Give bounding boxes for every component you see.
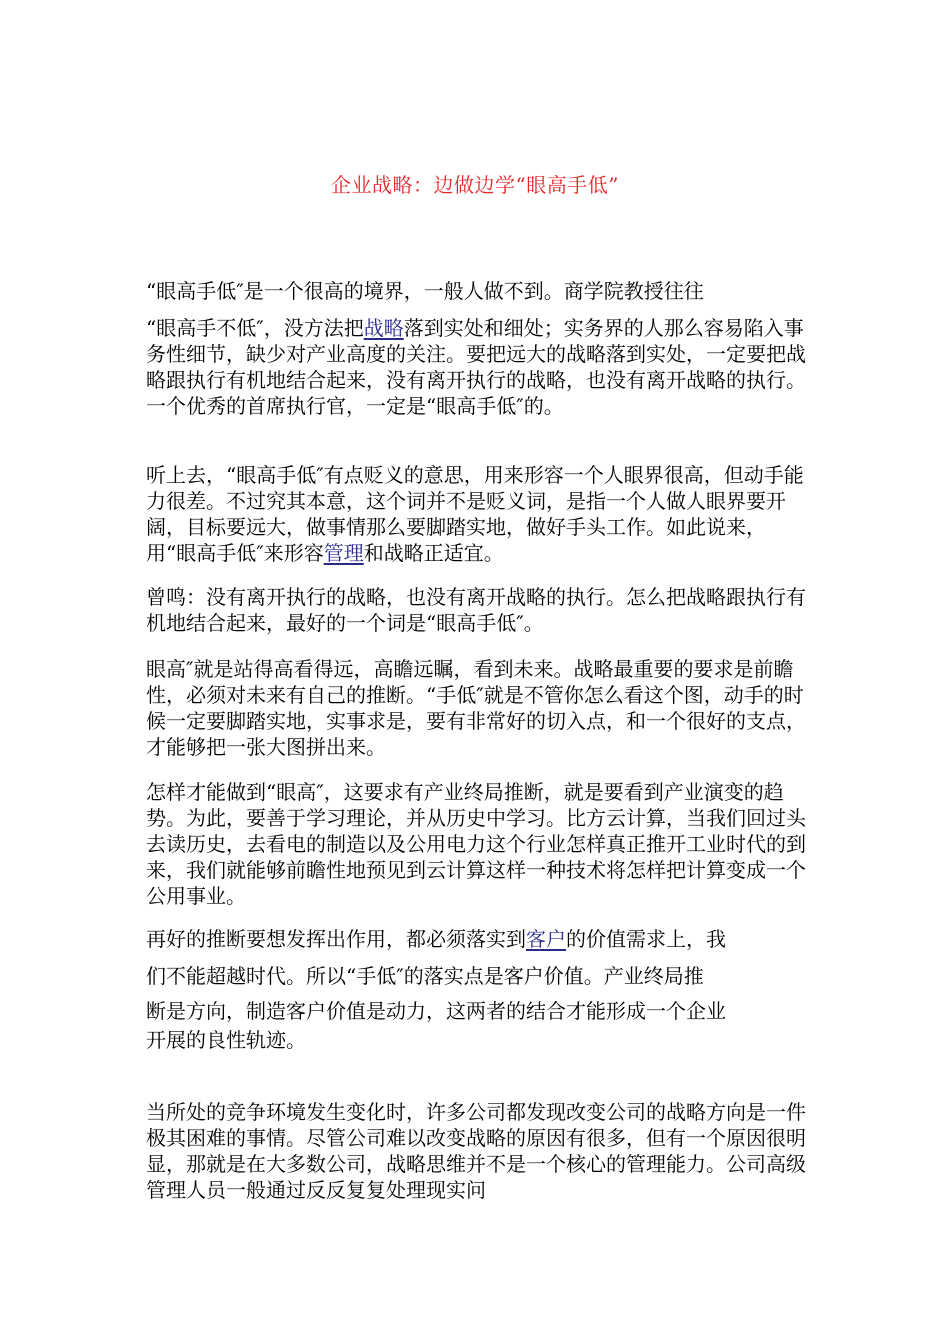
link-strategy[interactable]: 战略 bbox=[363, 316, 404, 340]
paragraph-7-after: 的价值需求上，我 bbox=[566, 927, 726, 951]
paragraph-8-text: 当所处的竞争环境发生变化时，许多公司都发现改变公司的战略方向是一件极其困难的事情。尽管公司难以改变战略的原因有很多，但有一个原因很明显，那就是在大多数公司，战略思维并不是一个核心的管理能力。公司高级管理人员一般通过反反复复处理现实问 bbox=[146, 1100, 806, 1202]
paragraph-3 bbox=[146, 462, 806, 566]
paragraph-3-text bbox=[146, 462, 806, 566]
paragraph-2 bbox=[146, 315, 806, 419]
paragraph-7-line-4: 开展的良性轨迹。 bbox=[146, 1028, 306, 1052]
paragraph-6-text: 怎样才能做到“眼高″，这要求有产业终局推断，就是要看到产业演变的趋势。为此，要善于学习理论，并从历史中学习。比方云计算，当我们回过头去读历史，去看电的制造以及公用电力这个行业怎样真正推开工业时代的到来，我们就能够前瞻性地预见到云计算这样一种技术将怎样把计算变成一个公用事业。 bbox=[146, 780, 806, 908]
link-management[interactable]: 管理 bbox=[323, 541, 364, 565]
paragraph-4-text: 曾鸣：没有离开执行的战略，也没有离开战略的执行。怎么把战略跟执行有机地结合起来，最好的一个词是“眼高手低″。 bbox=[146, 585, 806, 635]
paragraph-6 bbox=[146, 779, 806, 909]
document-title: 企业战略：边做边学“眼高手低” bbox=[331, 173, 619, 197]
paragraph-7-line-2: 们不能超越时代。所以“手低″的落实点是客户价值。产业终局推 bbox=[146, 964, 704, 988]
paragraph-7 bbox=[146, 921, 806, 1053]
link-customer[interactable]: 客户 bbox=[526, 927, 566, 951]
paragraph-3-before: 听上去，“眼高手低″有点贬义的意思，用来形容一个人眼界很高，但动手能力很差。不过究其本意，这个词并不是贬义词，是指一个人做人眼界要开阔，目标要远大，做事情那么要脚踏实地，做好手头工作。如此说来，用“眼高手低″来形容 bbox=[146, 463, 804, 565]
paragraph-7-line-3: 断是方向，制造客户价值是动力，这两者的结合才能形成一个企业 bbox=[146, 999, 726, 1023]
paragraph-2-after: 落到实处和细处；实务界的人那么容易陷入事务性细节，缺少对产业高度的关注。要把远大的战略落到实处，一定要把战略跟执行有机地结合起来，没有离开执行的战略，也没有离开战略的执行。一个优秀的首席执行官，一定是“眼高手低″的。 bbox=[146, 316, 806, 418]
paragraph-1 bbox=[146, 278, 806, 304]
paragraph-2-text bbox=[146, 315, 806, 419]
paragraph-8 bbox=[146, 1099, 806, 1203]
paragraph-5-text: 眼高″就是站得高看得远，高瞻远瞩，看到未来。战略最重要的要求是前瞻性，必须对未来有自己的推断。“手低″就是不管你怎么看这个图，动手的时候一定要脚踏实地，实事求是，要有非常好的切入点，和一个很好的支点，才能够把一张大图拼出来。 bbox=[146, 657, 806, 759]
paragraph-2-before: “眼高手不低″，没方法把 bbox=[146, 316, 364, 340]
paragraph-1-text: “眼高手低″是一个很高的境界，一般人做不到。商学院教授往往 bbox=[146, 279, 704, 303]
paragraph-5 bbox=[146, 656, 806, 760]
paragraph-3-after: 和战略正适宜。 bbox=[363, 541, 504, 565]
paragraph-4 bbox=[146, 584, 806, 636]
paragraph-7-before: 再好的推断要想发挥出作用，都必须落实到 bbox=[146, 927, 526, 951]
paragraph-7-line-1 bbox=[146, 921, 806, 958]
